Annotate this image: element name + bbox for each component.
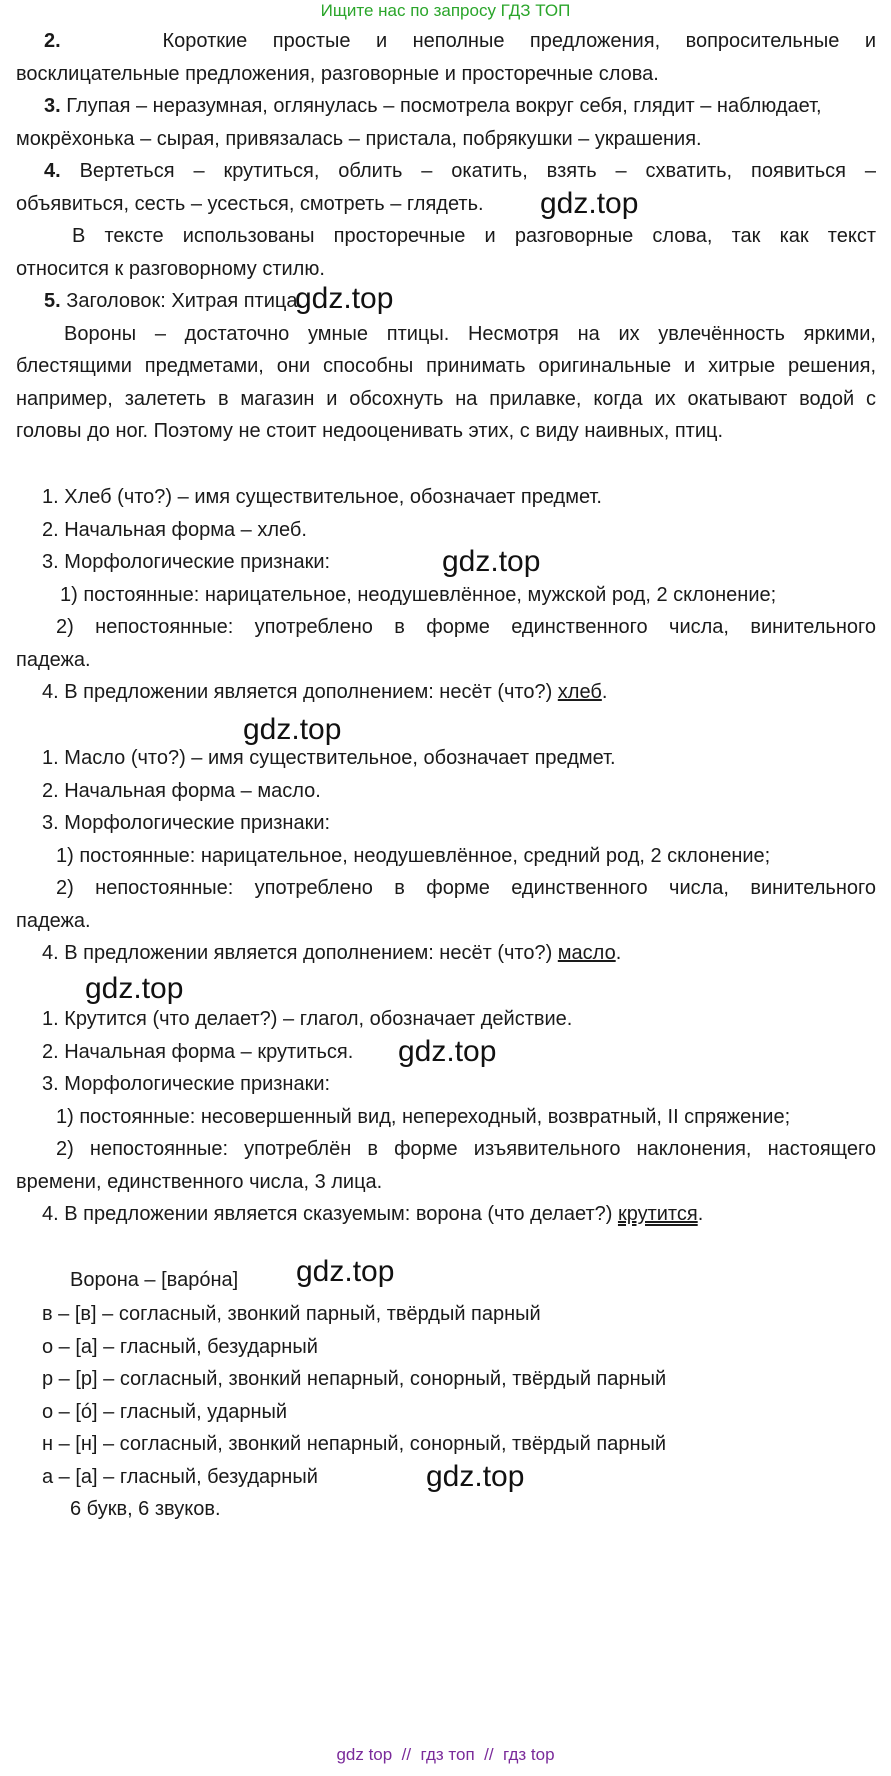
task-text: Вертеться – крутиться, облить – окатить, взять – схватить, появиться –	[79, 160, 877, 182]
underlined-word: хлеб	[557, 681, 602, 703]
analysis-3-line-4: 1) постоянные: несовершенный вид, непереходный, возвратный, II спряжение;	[56, 1106, 791, 1128]
watermark: gdz.top	[442, 545, 541, 578]
sentence-text: 4. В предложении является дополнением: несёт (что?)	[42, 681, 553, 703]
analysis-2-line-7	[16, 940, 891, 966]
sentence-text: 4. В предложении является дополнением: несёт (что?)	[42, 942, 553, 964]
analysis-1-line-7	[16, 679, 891, 705]
task-4-line-4: относится к разговорному стилю.	[16, 258, 325, 280]
analysis-3-line-6: времени, единственного числа, 3 лица.	[16, 1171, 383, 1193]
period: .	[697, 1203, 704, 1225]
phonetic-row: в – [в] – согласный, звонкий парный, твёрдый парный	[42, 1303, 541, 1325]
analysis-1-line-2: 2. Начальная форма – хлеб.	[42, 519, 307, 541]
watermark: gdz.top	[85, 972, 184, 1005]
period: .	[601, 681, 608, 703]
watermark: gdz.top	[295, 282, 394, 315]
analysis-3-line-2: 2. Начальная форма – крутиться.	[42, 1041, 354, 1063]
task-5-line-3: например, залететь в магазин и обсохнуть на прилавке, когда их окатывают водой с	[16, 388, 876, 410]
task-2-line-2: восклицательные предложения, разговорные и просторечные слова.	[16, 63, 659, 85]
task-4-line-3: В тексте использованы просторечные и разговорные слова, так как текст	[72, 225, 876, 247]
analysis-1-line-3: 3. Морфологические признаки:	[42, 551, 331, 573]
phonetic-title: Ворона – [варóна]	[70, 1269, 239, 1291]
phonetic-row: о – [а] – гласный, безударный	[42, 1336, 318, 1358]
task-5-line-2: блестящими предметами, они способны принимать оригинальные и хитрые решения,	[16, 355, 876, 377]
phonetic-total: 6 букв, 6 звуков.	[70, 1498, 221, 1520]
task-5-line-4: головы до ног. Поэтому не стоит недооценивать этих, с виду наивных, птиц.	[16, 420, 724, 442]
task-text: Короткие простые и неполные предложения, вопросительные и	[162, 30, 876, 52]
analysis-1-line-6: падежа.	[16, 649, 91, 671]
task-2-line-1	[16, 28, 876, 54]
task-4-line-2: объявиться, сесть – усесться, смотреть – глядеть.	[16, 193, 484, 215]
watermark: gdz.top	[426, 1460, 525, 1493]
task-number: 4.	[44, 160, 61, 182]
analysis-3-line-1: 1. Крутится (что делает?) – глагол, обозначает действие.	[42, 1008, 573, 1030]
underlined-word: крутится	[617, 1203, 698, 1225]
task-number: 5.	[44, 290, 61, 312]
task-number: 2.	[44, 30, 61, 52]
underlined-word: масло	[557, 942, 616, 964]
watermark: gdz.top	[296, 1255, 395, 1288]
analysis-3-line-5: 2) непостоянные: употреблён в форме изъявительного наклонения, настоящего	[56, 1138, 876, 1160]
analysis-2-line-6: падежа.	[16, 910, 91, 932]
watermark: gdz.top	[398, 1035, 497, 1068]
watermark: gdz.top	[243, 713, 342, 746]
task-3-line-2: мокрёхонька – сырая, привязалась – пристала, побрякушки – украшения.	[16, 128, 702, 150]
analysis-1-line-5: 2) непостоянные: употреблено в форме единственного числа, винительного	[56, 616, 876, 638]
analysis-2-line-2: 2. Начальная форма – масло.	[42, 780, 321, 802]
phonetic-row: р – [р] – согласный, звонкий непарный, сонорный, твёрдый парный	[42, 1368, 667, 1390]
analysis-3-line-3: 3. Морфологические признаки:	[42, 1073, 331, 1095]
analysis-2-line-1: 1. Масло (что?) – имя существительное, обозначает предмет.	[42, 747, 616, 769]
task-text: Глупая – неразумная, оглянулась – посмотрела вокруг себя, глядит – наблюдает,	[66, 95, 822, 117]
watermark: gdz.top	[540, 187, 639, 220]
analysis-3-line-7	[16, 1201, 891, 1227]
analysis-2-line-3: 3. Морфологические признаки:	[42, 812, 331, 834]
phonetic-row: а – [а] – гласный, безударный	[42, 1466, 318, 1488]
period: .	[615, 942, 622, 964]
sentence-text: 4. В предложении является сказуемым: ворона (что делает?)	[42, 1203, 613, 1225]
task-4-line-1	[16, 158, 876, 184]
task-3-line-1	[16, 93, 876, 119]
task-text: Заголовок: Хитрая птица.	[66, 290, 303, 312]
site-banner: Ищите нас по запросу ГДЗ ТОП	[320, 1, 571, 20]
task-number: 3.	[44, 95, 61, 117]
footer-links: gdz top // гдз топ // гдз top	[336, 1745, 555, 1764]
analysis-2-line-5: 2) непостоянные: употреблено в форме единственного числа, винительного	[56, 877, 876, 899]
phonetic-row: о – [ó] – гласный, ударный	[42, 1401, 288, 1423]
analysis-1-line-1: 1. Хлеб (что?) – имя существительное, обозначает предмет.	[42, 486, 602, 508]
analysis-2-line-4: 1) постоянные: нарицательное, неодушевлённое, средний род, 2 склонение;	[56, 845, 771, 867]
task-5-title	[16, 288, 876, 314]
task-5-line-1: Вороны – достаточно умные птицы. Несмотря на их увлечённость яркими,	[64, 323, 876, 345]
analysis-1-line-4: 1) постоянные: нарицательное, неодушевлённое, мужской род, 2 склонение;	[60, 584, 777, 606]
phonetic-row: н – [н] – согласный, звонкий непарный, сонорный, твёрдый парный	[42, 1433, 667, 1455]
